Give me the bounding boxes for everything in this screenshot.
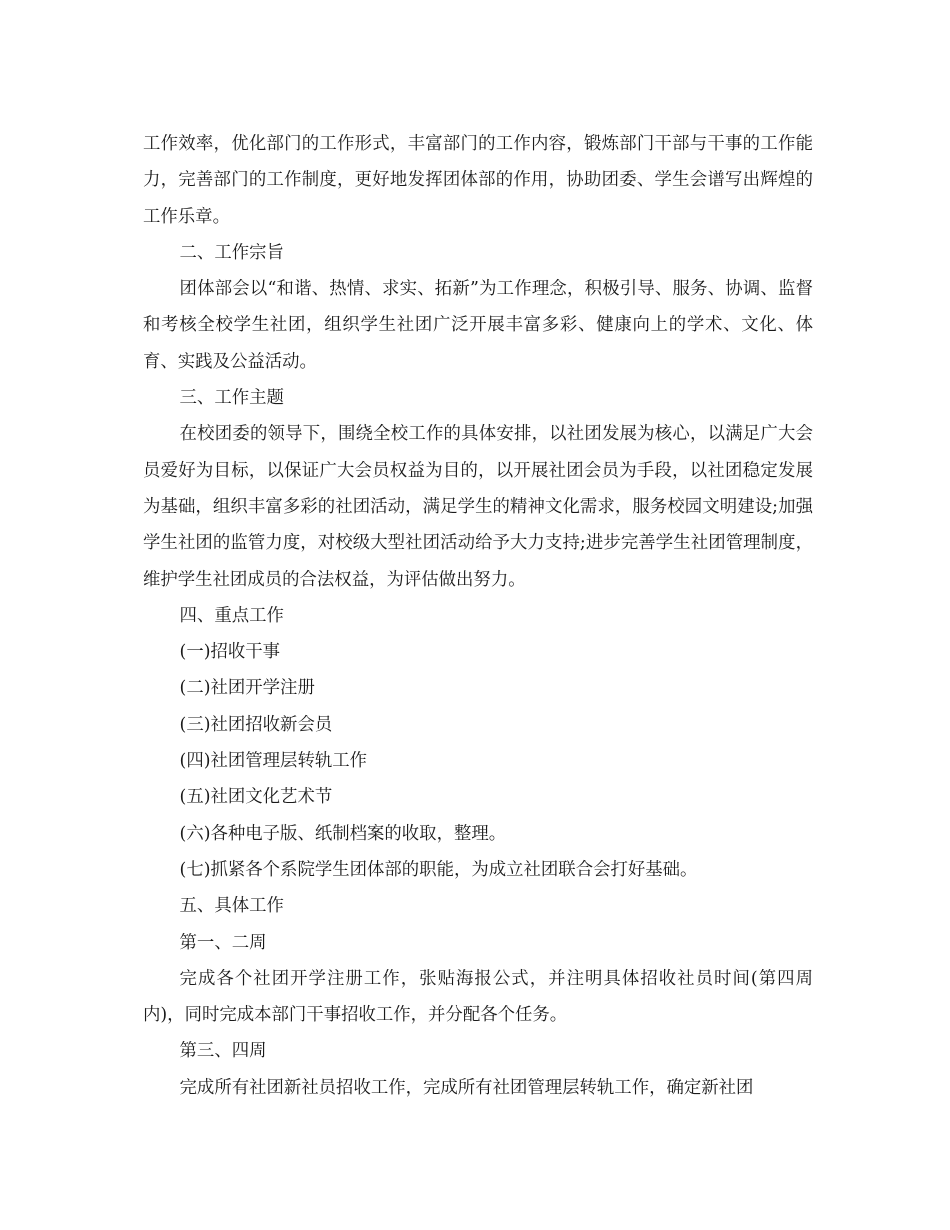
list-item-department-function: (七)抓紧各个系院学生团体部的职能，为成立社团联合会打好基础。 <box>179 859 698 880</box>
heading-work-purpose: 二、工作宗旨 <box>179 242 284 263</box>
paragraph-work-theme: 在校团委的领导下，围绕全校工作的具体安排，以社团发展为核心，以满足广大会员爱好为目标，以保证广大会员权益为目的，以开展社团会员为手段，以社团稳定发展为基础，组织丰富多彩的社团活动，满足学生的精神文化需求，服务校园文明建设;加强学生社团的监管力度，对校级大型社团活动给予大力支持;进步完善学生社团管理制度，维护学生社团成员的合法权益，为评估做出努力。 <box>143 424 813 590</box>
list-item-archive-collection: (六)各种电子版、纸制档案的收取，整理。 <box>179 823 507 844</box>
list-item-culture-festival: (五)社团文化艺术节 <box>179 787 333 808</box>
heading-work-theme: 三、工作主题 <box>179 388 284 409</box>
list-item-recruit-staff: (一)招收干事 <box>179 642 281 663</box>
list-item-recruit-members: (三)社团招收新会员 <box>179 714 333 735</box>
paragraph-efficiency: 工作效率，优化部门的工作形式，丰富部门的工作内容，锻炼部门干部与干事的工作能力，完善部门的工作制度，更好地发挥团体部的作用，协助团委、学生会谱写出辉煌的工作乐章。 <box>143 134 813 227</box>
heading-week-one-two: 第一、二周 <box>179 932 267 953</box>
list-item-management-transition: (四)社团管理层转轨工作 <box>179 751 368 772</box>
heading-specific-work: 五、具体工作 <box>179 896 284 917</box>
list-item-club-registration: (二)社团开学注册 <box>179 678 315 699</box>
paragraph-week-one-two: 完成各个社团开学注册工作，张贴海报公式，并注明具体招收社员时间(第四周内)，同时完成本部门干事招收工作，并分配各个任务。 <box>143 968 813 1026</box>
document-body <box>143 126 813 1106</box>
paragraph-week-three-four: 完成所有社团新社员招收工作，完成所有社团管理层转轨工作，确定新社团 <box>179 1077 754 1098</box>
paragraph-work-purpose: 团体部会以“和谐、热情、求实、拓新”为工作理念，积极引导、服务、协调、监督和考核全校学生社团，组织学生社团广泛开展丰富多彩、健康向上的学术、文化、体育、实践及公益活动。 <box>143 279 813 372</box>
heading-key-work: 四、重点工作 <box>179 605 284 626</box>
heading-week-three-four: 第三、四周 <box>179 1041 267 1062</box>
